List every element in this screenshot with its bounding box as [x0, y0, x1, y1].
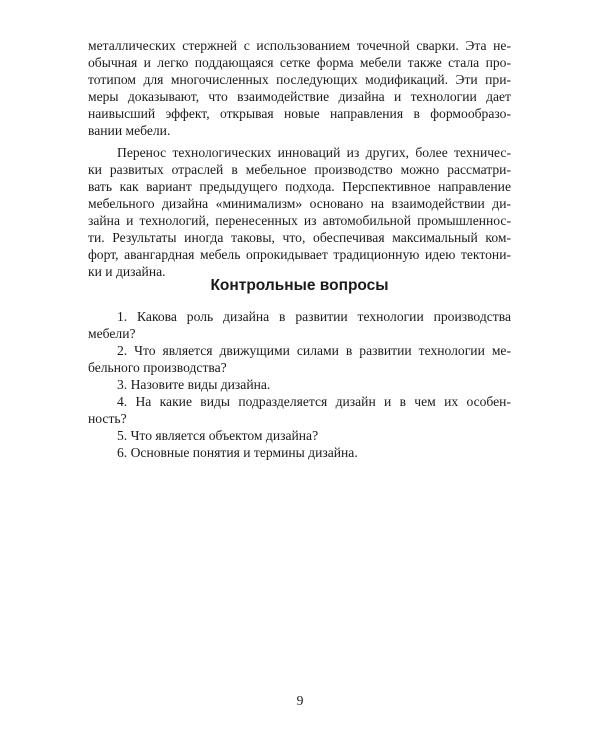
question-line: бельного производства?: [88, 360, 227, 375]
question-line: 6. Основные понятия и термины дизайна.: [117, 445, 358, 460]
paragraph2-line: зайна и технологий, перенесенных из автомобильной промышленнос-: [88, 213, 511, 228]
paragraph2-line: вать как вариант предыдущего подхода. Перспективное направление: [88, 179, 511, 194]
paragraph1-line: металлических стержней с использованием точечной сварки. Эта не-: [88, 38, 511, 53]
paragraph1-line: наивысший эффект, открывая новые направления в формообразо-: [88, 106, 511, 121]
paragraph2-line: форт, авангардная мебель опрокидывает традиционную идею тектони-: [88, 247, 511, 262]
paragraph1-line: тотипом для многочисленных последующих модификаций. Эти при-: [88, 72, 511, 87]
question-line: 5. Что является объектом дизайна?: [117, 428, 319, 443]
paragraph2-line: ки и дизайна.: [88, 264, 166, 279]
question-line: 3. Назовите виды дизайна.: [117, 377, 271, 392]
paragraph1-line: обычная и легко поддающаяся сетке форма мебели также стала про-: [88, 55, 511, 70]
section-heading: Контрольные вопросы: [210, 277, 389, 294]
question-line: 1. Какова роль дизайна в развитии технологии производства: [117, 309, 511, 324]
question-line: мебели?: [88, 326, 136, 341]
question-line: 4. На какие виды подразделяется дизайн и в чем их особен-: [117, 394, 511, 409]
paragraph2-line: ти. Результаты иногда таковы, что, обеспечивая максимальный ком-: [88, 230, 511, 245]
paragraph2-line: ки развитых отраслей в мебельное производство можно рассматри-: [88, 162, 511, 177]
page-number: 9: [296, 693, 304, 708]
paragraph2-line: Перенос технологических инноваций из других, более техничес-: [117, 145, 511, 160]
paragraph2-line: мебельного дизайна «минимализм» основано на взаимодействии ди-: [88, 196, 511, 211]
paragraph1-line: меры доказывают, что взаимодействие дизайна и технологии дает: [88, 89, 511, 104]
question-line: 2. Что является движущими силами в развитии технологии ме-: [117, 343, 511, 358]
question-line: ность?: [88, 411, 127, 426]
paragraph1-line: вании мебели.: [88, 123, 171, 138]
